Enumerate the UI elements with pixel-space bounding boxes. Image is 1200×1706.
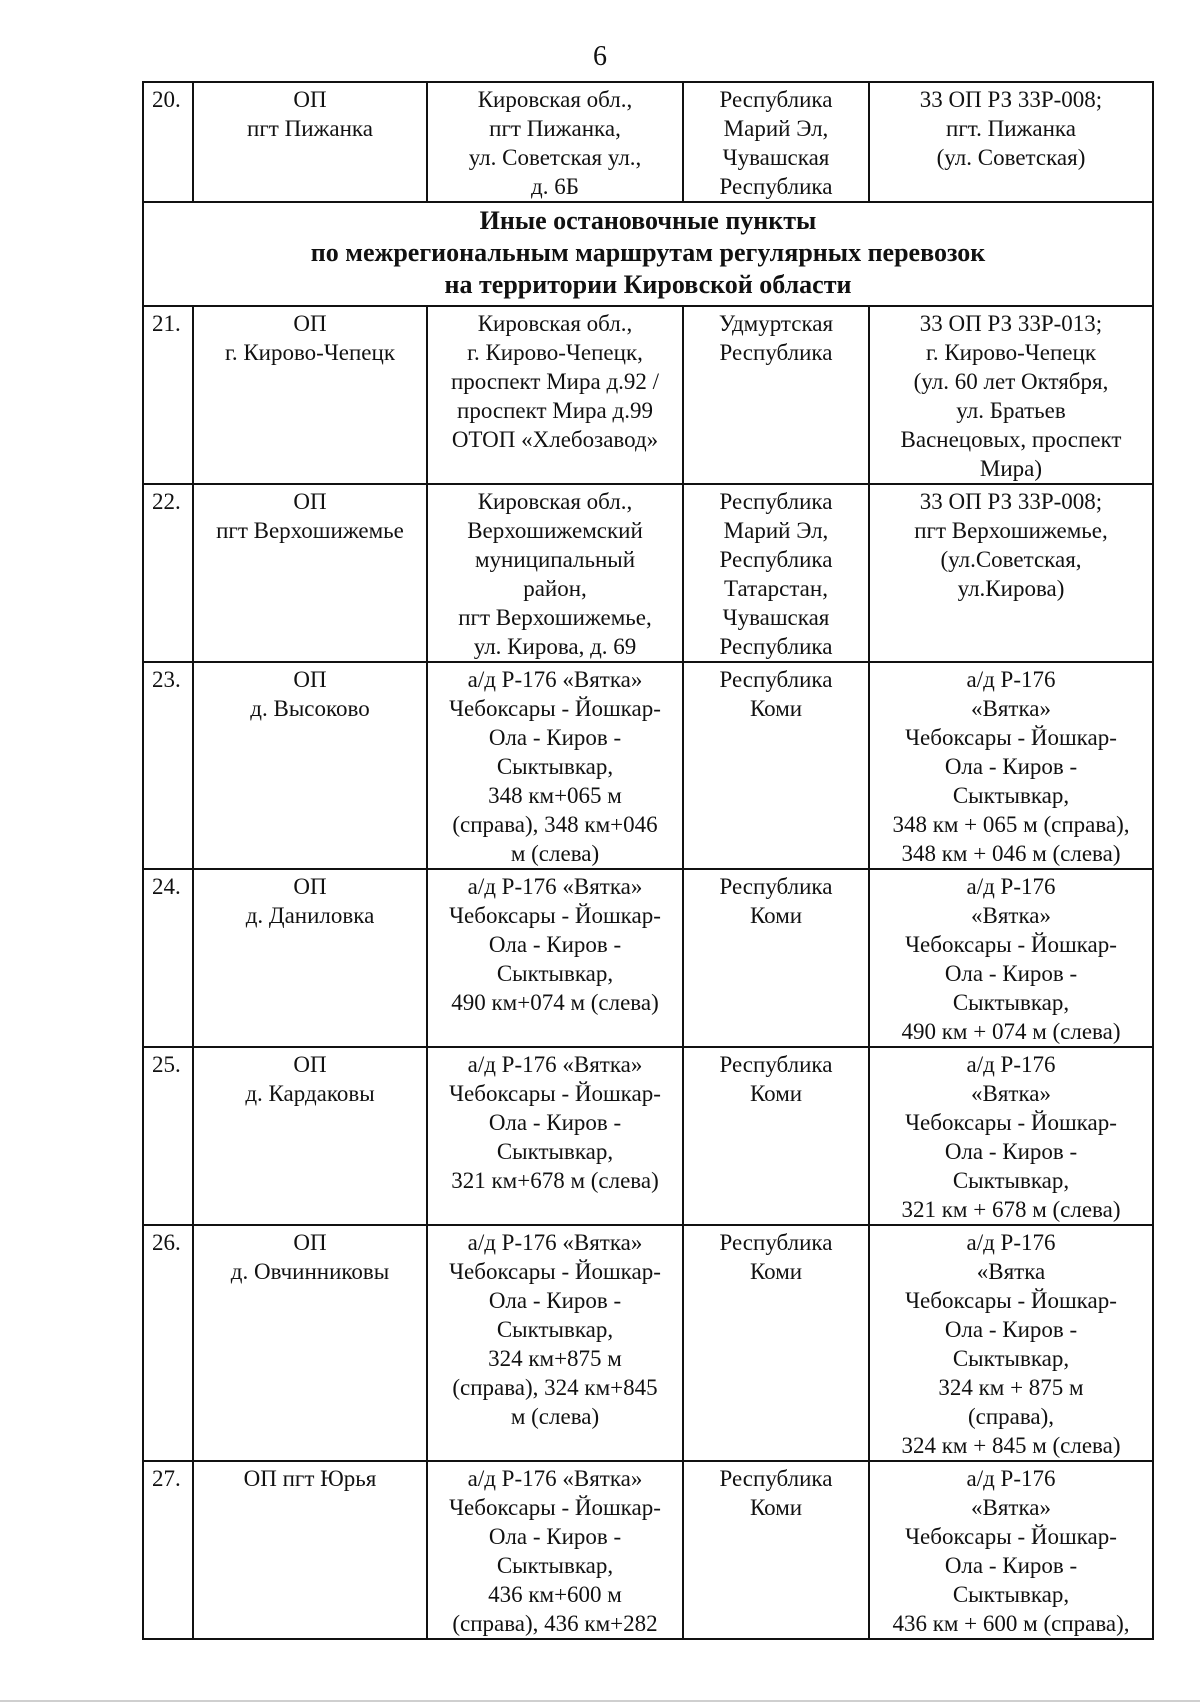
stop-regions: Республика Марий Эл, Чувашская Республика (683, 82, 869, 202)
stop-name: ОП д. Даниловка (193, 869, 427, 1047)
row-number: 24. (143, 869, 193, 1047)
section-header-row (143, 202, 1153, 306)
table-row (143, 1461, 1153, 1639)
stop-regions: Республика Коми (683, 1461, 869, 1639)
stop-regions: Удмуртская Республика (683, 306, 869, 484)
stop-address: Кировская обл., г. Кирово-Чепецк, проспект Мира д.92 / проспект Мира д.99 ОТОП «Хлебозавод» (427, 306, 683, 484)
stop-name: ОП д. Кардаковы (193, 1047, 427, 1225)
stop-road: а/д Р-176 «Вятка» Чебоксары - Йошкар- Ола - Киров - Сыктывкар, 348 км + 065 м (справа), 348 км + 046 м (слева) (869, 662, 1153, 869)
stop-road: 33 ОП РЗ 33Р-008; пгт Верхошижемье, (ул.Советская, ул.Кирова) (869, 484, 1153, 662)
stop-address: а/д Р-176 «Вятка» Чебоксары - Йошкар- Ола - Киров - Сыктывкар, 321 км+678 м (слева) (427, 1047, 683, 1225)
stop-address: а/д Р-176 «Вятка» Чебоксары - Йошкар- Ола - Киров - Сыктывкар, 436 км+600 м (справа), 436 км+282 (427, 1461, 683, 1639)
stop-road: а/д Р-176 «Вятка» Чебоксары - Йошкар- Ола - Киров - Сыктывкар, 490 км + 074 м (слева) (869, 869, 1153, 1047)
table-row (143, 484, 1153, 662)
stop-address: Кировская обл., пгт Пижанка, ул. Советская ул., д. 6Б (427, 82, 683, 202)
stop-name: ОП д. Высоково (193, 662, 427, 869)
table-row (143, 1047, 1153, 1225)
stop-address: а/д Р-176 «Вятка» Чебоксары - Йошкар- Ола - Киров - Сыктывкар, 348 км+065 м (справа), 348 км+046 м (слева) (427, 662, 683, 869)
stop-regions: Республика Коми (683, 869, 869, 1047)
stop-road: а/д Р-176 «Вятка Чебоксары - Йошкар- Ола - Киров - Сыктывкар, 324 км + 875 м (справа), 324 км + 845 м (слева) (869, 1225, 1153, 1461)
stop-address: а/д Р-176 «Вятка» Чебоксары - Йошкар- Ола - Киров - Сыктывкар, 324 км+875 м (справа), 324 км+845 м (слева) (427, 1225, 683, 1461)
stop-regions: Республика Марий Эл, Республика Татарстан, Чувашская Республика (683, 484, 869, 662)
stop-name: ОП д. Овчинниковы (193, 1225, 427, 1461)
table-row (143, 82, 1153, 202)
stop-road: 33 ОП РЗ 33Р-013; г. Кирово-Чепецк (ул. 60 лет Октября, ул. Братьев Васнецовых, проспект Мира) (869, 306, 1153, 484)
stop-regions: Республика Коми (683, 1225, 869, 1461)
row-number: 22. (143, 484, 193, 662)
table-row (143, 662, 1153, 869)
stop-name: ОП г. Кирово-Чепецк (193, 306, 427, 484)
stops-table-body (143, 82, 1153, 1639)
stop-name: ОП пгт Пижанка (193, 82, 427, 202)
row-number: 27. (143, 1461, 193, 1639)
page-edge-line (0, 1700, 1200, 1702)
row-number: 23. (143, 662, 193, 869)
row-number: 20. (143, 82, 193, 202)
stop-regions: Республика Коми (683, 1047, 869, 1225)
stops-table (142, 81, 1154, 1640)
page-number: 6 (593, 41, 607, 72)
section-title: Иные остановочные пункты по межрегиональным маршрутам регулярных перевозок на территории Кировской области (143, 202, 1153, 306)
table-row (143, 306, 1153, 484)
table-row (143, 1225, 1153, 1461)
stop-road: а/д Р-176 «Вятка» Чебоксары - Йошкар- Ола - Киров - Сыктывкар, 436 км + 600 м (справа), (869, 1461, 1153, 1639)
stop-address: а/д Р-176 «Вятка» Чебоксары - Йошкар- Ола - Киров - Сыктывкар, 490 км+074 м (слева) (427, 869, 683, 1047)
stop-address: Кировская обл., Верхошижемский муниципальный район, пгт Верхошижемье, ул. Кирова, д. 69 (427, 484, 683, 662)
row-number: 26. (143, 1225, 193, 1461)
stop-road: 33 ОП РЗ 33Р-008; пгт. Пижанка (ул. Советская) (869, 82, 1153, 202)
table-row (143, 869, 1153, 1047)
row-number: 21. (143, 306, 193, 484)
stop-name: ОП пгт Верхошижемье (193, 484, 427, 662)
stop-regions: Республика Коми (683, 662, 869, 869)
stop-name: ОП пгт Юрья (193, 1461, 427, 1639)
row-number: 25. (143, 1047, 193, 1225)
stop-road: а/д Р-176 «Вятка» Чебоксары - Йошкар- Ола - Киров - Сыктывкар, 321 км + 678 м (слева) (869, 1047, 1153, 1225)
